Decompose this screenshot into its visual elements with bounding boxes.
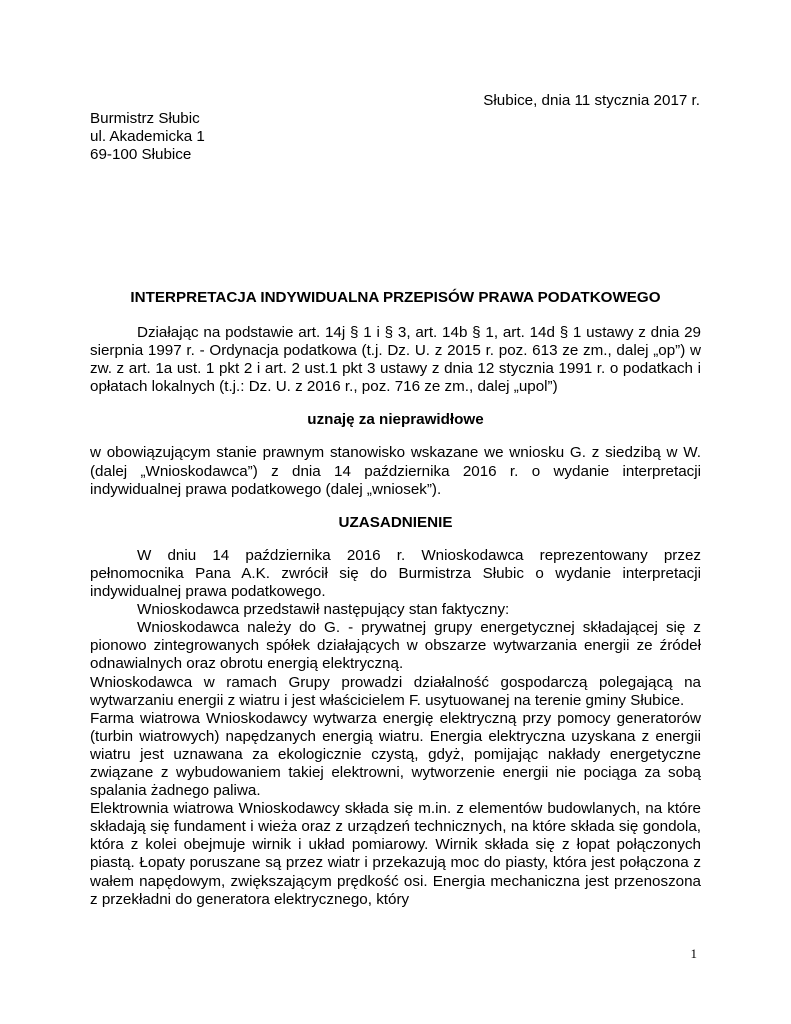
date-line: Słubice, dnia 11 stycznia 2017 r. — [483, 92, 700, 109]
recipient-address — [90, 110, 205, 164]
body-paragraph: Elektrownia wiatrowa Wnioskodawcy składa się m.in. z elementów budowlanych, na które składają się fundament i wieża oraz z urządzeń technicznych, na które składa się gondola, która z kolei obejmuje wirnik i układ pomiarowy. Wirnik składa się z łopat połączonych piastą. Łopaty poruszane są przez wiatr i przekazują moc do piasty, która jest połączona z wałem napędowym, zwiększającym prędkość osi. Energia mechaniczna jest przenoszona z przekładni do generatora elektrycznego, który — [90, 800, 701, 908]
page-number: 1 — [690, 946, 697, 961]
body-paragraph: Wnioskodawca należy do G. - prywatnej grupy energetycznej składającej się z pionowo zintegrowanych spółek działających w obszarze wytwarzania energii ze źródeł odnawialnych oraz obrotu energią elektryczną. — [90, 619, 701, 673]
justification-heading: UZASADNIENIE — [338, 513, 453, 531]
document-body — [90, 324, 701, 909]
body-paragraph: W dniu 14 października 2016 r. Wnioskodawca reprezentowany przez pełnomocnika Pana A.K. zwrócił się do Burmistrza Słubic o wydanie interpretacji indywidualnej prawa podatkowego. — [90, 546, 701, 601]
body-paragraph: Wnioskodawca przedstawił następujący stan faktyczny: — [137, 601, 510, 619]
document-title: INTERPRETACJA INDYWIDUALNA PRZEPISÓW PRAWA PODATKOWEGO — [130, 289, 661, 306]
decision-heading: uznaję za nieprawidłowe — [307, 411, 484, 429]
recipient-city: 69-100 Słubice — [90, 146, 192, 163]
intro-paragraph: Działając na podstawie art. 14j § 1 i § 3, art. 14b § 1, art. 14d § 1 ustawy z dnia 29 sierpnia 1997 r. - Ordynacja podatkowa (t.j. Dz. U. z 2015 r. poz. 613 ze zm., dalej „op”) w zw. z art. 1a ust. 1 pkt 2 i art. 2 ust.1 pkt 3 ustawy z dnia 12 stycznia 1991 r. o podatkach i opłatach lokalnych (t.j.: Dz. U. z 2016 r., poz. 716 ze zm., dalej „upol”) — [90, 324, 701, 396]
recipient-name: Burmistrz Słubic — [90, 110, 200, 127]
recipient-street: ul. Akademicka 1 — [90, 128, 205, 145]
decision-paragraph: w obowiązującym stanie prawnym stanowisko wskazane we wniosku G. z siedzibą w W. (dalej „Wnioskodawca”) z dnia 14 października 2016 r. o wydanie interpretacji indywidualnej prawa podatkowego (dalej „wniosek”). — [90, 444, 701, 498]
body-paragraph: Farma wiatrowa Wnioskodawcy wytwarza energię elektryczną przy pomocy generatorów (turbin wiatrowych) napędzanych energią wiatru. Energia elektryczna uzyskana z energii wiatru jest uznawana za ekologicznie czystą, gdyż, pomijając nakłady energetyczne związane z wybudowaniem takiej elektrowni, wytworzenie energii nie pociąga za sobą spalania żadnego paliwa. — [90, 709, 701, 800]
body-paragraph: Wnioskodawca w ramach Grupy prowadzi działalność gospodarczą polegającą na wytwarzaniu energii z wiatru i jest właścicielem F. usytuowanej na terenie gminy Słubice. — [90, 673, 701, 709]
